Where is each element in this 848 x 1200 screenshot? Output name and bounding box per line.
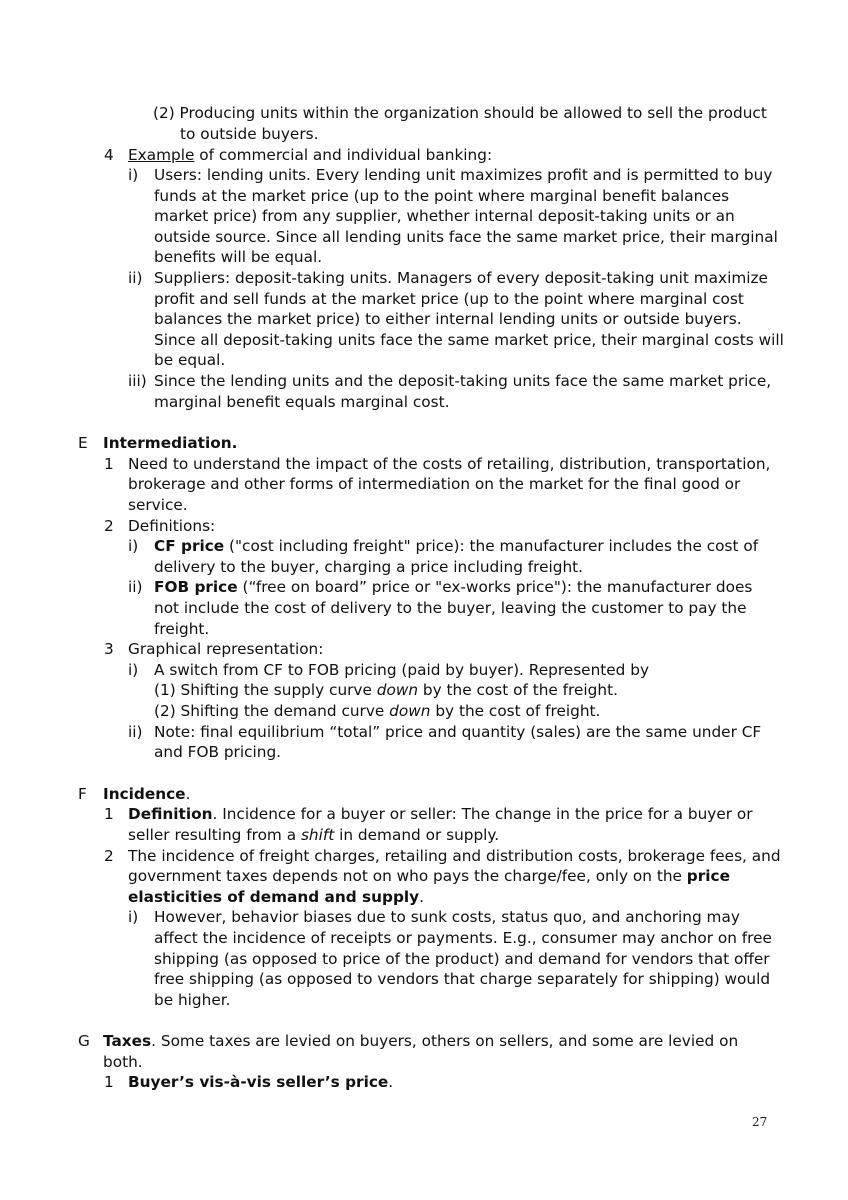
text-line [154, 268, 768, 289]
text-line [128, 145, 492, 166]
text-line [154, 577, 752, 598]
text-segment: Need to understand the impact of the costs of retailing, distribution, transportation, [128, 455, 771, 473]
text-segment: The incidence of freight charges, retailing and distribution costs, brokerage fees, and [128, 847, 781, 865]
list-marker [104, 145, 114, 166]
text-segment: A switch from CF to FOB pricing (paid by buyer). Represented by [154, 661, 650, 679]
text-segment: 1 [104, 455, 114, 473]
text-segment: benefits will be equal. [154, 248, 323, 266]
text-segment: i) [128, 661, 139, 679]
text-segment: . Some taxes are levied on buyers, others on sellers, and some are levied on [151, 1032, 739, 1050]
text-line [180, 124, 318, 145]
section-marker [78, 784, 87, 805]
text-segment: 2 [104, 517, 114, 535]
text-segment: . [388, 1073, 394, 1091]
text-line [154, 371, 771, 392]
list-marker [104, 516, 114, 537]
list-marker [128, 268, 142, 289]
text-segment: F [78, 785, 87, 803]
text-segment: 2 [104, 847, 114, 865]
text-segment: G [78, 1032, 90, 1050]
text-segment: by the cost of the freight. [418, 681, 618, 699]
text-line [154, 309, 742, 330]
section-marker [78, 1031, 90, 1052]
text-line [128, 474, 740, 495]
list-marker [104, 804, 114, 825]
text-line [128, 495, 188, 516]
list-marker [104, 846, 114, 867]
text-segment: ii) [128, 723, 143, 741]
text-segment: ii) [128, 269, 143, 287]
text-line [128, 516, 215, 537]
text-segment: 1 [104, 805, 114, 823]
text-segment: Definition [128, 805, 213, 823]
text-segment: be higher. [154, 991, 231, 1009]
text-line [154, 206, 735, 227]
text-line [154, 619, 209, 640]
text-segment: 4 [104, 146, 114, 164]
text-segment: by the cost of freight. [430, 702, 601, 720]
text-segment: be equal. [154, 351, 226, 369]
section-heading [103, 1031, 738, 1052]
text-segment: . Incidence for a buyer or seller: The change in the price for a buyer or [212, 805, 753, 823]
text-line [154, 557, 583, 578]
text-line [153, 103, 767, 124]
list-marker [128, 660, 138, 681]
text-line [128, 846, 781, 867]
text-segment: Definitions: [128, 517, 216, 535]
text-segment: to outside buyers. [180, 125, 319, 143]
text-segment: government taxes depends not on who pays the charge/fee, only on the [128, 867, 687, 885]
text-segment: FOB price [154, 578, 238, 596]
text-segment: profit and sell funds at the market price (up to the point where marginal cost [154, 290, 744, 308]
text-segment: marginal benefit equals marginal cost. [154, 393, 450, 411]
text-segment: shipping (as opposed to price of the product) and demand for vendors that offer [154, 950, 770, 968]
text-segment: Suppliers: deposit-taking units. Managers of every deposit-taking unit maximize [154, 269, 768, 287]
text-line [128, 454, 770, 475]
text-segment: balances the market price) to either internal lending units or outside buyers. [154, 310, 742, 328]
text-line [128, 887, 424, 908]
text-line [128, 866, 730, 887]
text-segment: of commercial and individual banking: [194, 146, 493, 164]
text-line [154, 990, 231, 1011]
text-segment: ii) [128, 578, 143, 596]
text-line [154, 742, 281, 763]
text-segment: down [389, 702, 431, 720]
page-number: 27 [752, 1115, 768, 1129]
text-segment: CF price [154, 537, 225, 555]
text-segment: delivery to the buyer, charging a price including freight. [154, 558, 584, 576]
text-line [128, 1072, 393, 1093]
text-segment: . [419, 888, 424, 906]
text-line [103, 1052, 143, 1073]
text-segment: (2) Shifting the demand curve [154, 702, 390, 720]
text-line [128, 825, 499, 846]
text-segment: Since all deposit-taking units face the same market price, their marginal costs will [154, 331, 784, 349]
text-segment: market price) from any supplier, whether internal deposit-taking units or an [154, 207, 735, 225]
text-segment: Graphical representation: [128, 640, 324, 658]
text-segment: . [185, 785, 191, 803]
text-segment: (“free on board” price or "ex-works price"): the manufacturer does [237, 578, 753, 596]
text-segment: ("cost including freight" price): the manufacturer includes the cost of [224, 537, 759, 555]
text-line [154, 722, 761, 743]
text-segment: Incidence [103, 785, 186, 803]
text-segment: price [686, 867, 730, 885]
text-segment: service. [128, 496, 188, 514]
text-segment: However, behavior biases due to sunk costs, status quo, and anchoring may [154, 908, 740, 926]
text-line [154, 660, 649, 681]
list-marker [104, 639, 114, 660]
text-line [128, 804, 753, 825]
text-segment: Buyer’s vis-à-vis seller’s price [128, 1073, 389, 1091]
text-line [154, 186, 729, 207]
text-segment: brokerage and other forms of intermediation on the market for the final good or [128, 475, 741, 493]
text-segment: both. [103, 1053, 143, 1071]
text-line [154, 969, 770, 990]
section-marker [78, 433, 88, 454]
list-marker [128, 371, 147, 392]
text-line [154, 227, 778, 248]
text-segment: not include the cost of delivery to the buyer, leaving the customer to pay the [154, 599, 747, 617]
text-segment: affect the incidence of receipts or payments. E.g., consumer may anchor on free [154, 929, 772, 947]
text-line [154, 949, 770, 970]
text-segment: funds at the market price (up to the point where marginal benefit balances [154, 187, 730, 205]
list-marker [128, 577, 142, 598]
text-segment: i) [128, 908, 139, 926]
text-line [154, 907, 740, 928]
text-segment: freight. [154, 620, 210, 638]
list-marker [104, 1072, 114, 1093]
text-segment: (2) Producing units within the organization should be allowed to sell the product [153, 104, 767, 122]
text-line [154, 392, 449, 413]
text-line [154, 165, 772, 186]
text-segment: Users: lending units. Every lending unit maximizes profit and is permitted to buy [154, 166, 773, 184]
text-segment: i) [128, 537, 139, 555]
list-marker [128, 536, 138, 557]
section-heading [103, 433, 237, 454]
text-segment: 1 [104, 1073, 114, 1091]
list-marker [128, 165, 138, 186]
text-segment: Since the lending units and the deposit-taking units face the same market price, [154, 372, 772, 390]
text-segment: Taxes [103, 1032, 152, 1050]
text-line [154, 536, 758, 557]
text-segment: iii) [128, 372, 147, 390]
text-segment: i) [128, 166, 139, 184]
text-segment: shift [300, 826, 335, 844]
text-segment: 3 [104, 640, 114, 658]
text-segment: Example [128, 146, 195, 164]
text-line [154, 598, 747, 619]
list-marker [128, 722, 142, 743]
list-marker [128, 907, 138, 928]
text-segment: free shipping (as opposed to vendors that charge separately for shipping) would [154, 970, 771, 988]
text-segment: Note: final equilibrium “total” price and quantity (sales) are the same under CF [154, 723, 762, 741]
text-line [154, 680, 618, 701]
text-segment: in demand or supply. [334, 826, 500, 844]
text-segment: seller resulting from a [128, 826, 301, 844]
text-line [154, 289, 744, 310]
list-marker [104, 454, 114, 475]
text-segment: (1) Shifting the supply curve [154, 681, 377, 699]
text-segment: down [376, 681, 419, 699]
text-line [154, 701, 600, 722]
section-heading [103, 784, 190, 805]
text-segment: outside source. Since all lending units face the same market price, their marginal [154, 228, 778, 246]
text-line [154, 247, 322, 268]
text-line [154, 330, 784, 351]
text-line [154, 928, 772, 949]
text-segment: E [78, 434, 88, 452]
text-segment: Intermediation. [103, 434, 238, 452]
text-line [154, 350, 225, 371]
text-segment: and FOB pricing. [154, 743, 282, 761]
text-segment: elasticities of demand and supply [128, 888, 420, 906]
text-line [128, 639, 323, 660]
